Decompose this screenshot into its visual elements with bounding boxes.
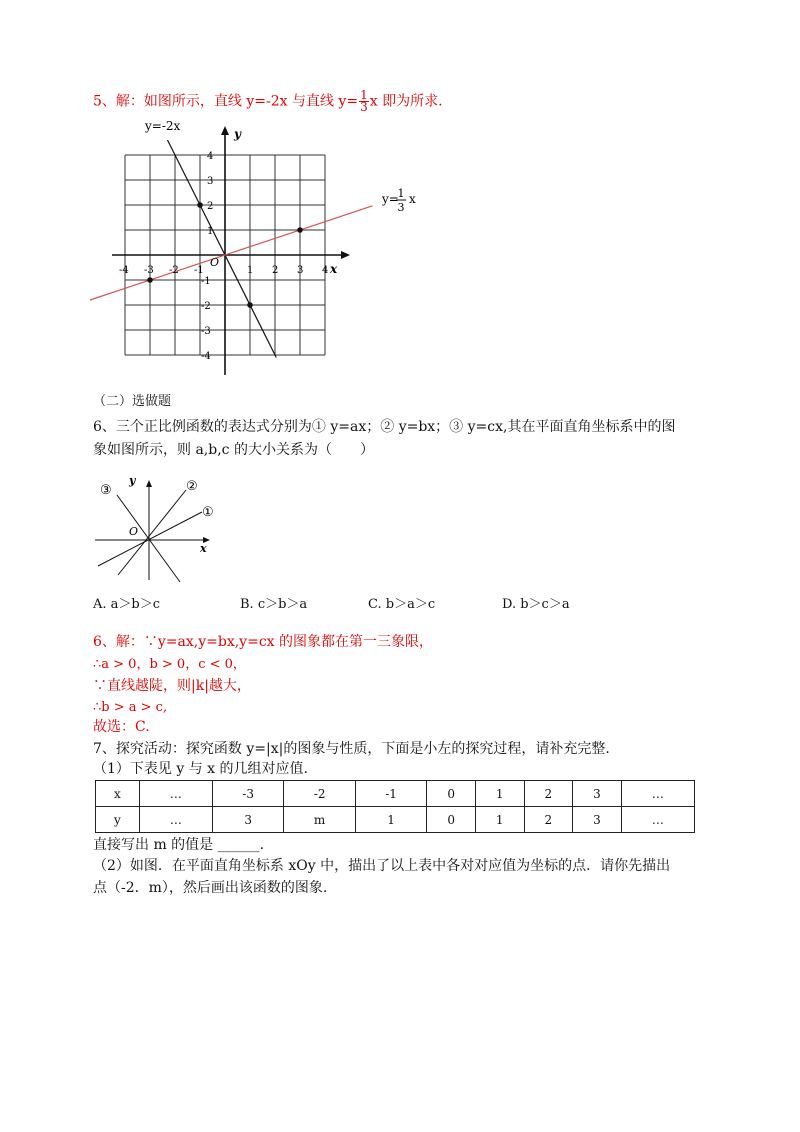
q5-line2-label-prefix: y= (382, 192, 399, 206)
q6-label-3: ③ (100, 483, 112, 498)
q6-y-label: y (129, 474, 136, 487)
table-cell: -2 (284, 781, 355, 807)
y-tick-label: -2 (201, 301, 211, 312)
table-cell: x (96, 781, 140, 807)
line-y-neg2x (168, 140, 277, 358)
q5-lines (90, 140, 373, 358)
q7-line5: 点（-2．m），然后画出该函数的图象. (93, 880, 328, 896)
table-cell: m (284, 807, 355, 833)
table-cell: y (96, 807, 140, 833)
q5-line2-label-suffix: x (409, 192, 416, 206)
table-cell: -3 (212, 781, 283, 807)
q6-graph (90, 470, 220, 585)
q6-label-2: ② (186, 479, 198, 494)
table-cell: 1 (475, 807, 524, 833)
q5-fraction (359, 90, 369, 113)
q5-x-axis-label: x (330, 262, 338, 276)
table-row (96, 807, 695, 833)
data-point (147, 277, 153, 283)
table-cell: 3 (573, 807, 622, 833)
table-row (96, 781, 695, 807)
x-tick-label: -4 (119, 265, 129, 276)
q6-option-b: B. c＞b＞a (240, 597, 308, 612)
q7-line2: （1）下表见 y 与 x 的几组对应值. (93, 761, 308, 777)
q6-option-c: C. b＞a＞c (368, 597, 436, 612)
data-point (247, 302, 253, 308)
table-cell: … (139, 781, 212, 807)
y-tick-label: 2 (207, 201, 214, 212)
table-cell: 1 (355, 807, 426, 833)
x-tick-label: -1 (194, 265, 204, 276)
data-point (197, 202, 203, 208)
q6-stem-line1: 6、三个正比例函数的表达式分别为① y=ax；② y=bx；③ y=cx,其在平面直角坐标系中的图 (93, 419, 676, 435)
q6-line-1 (98, 512, 202, 566)
y-tick-label: -3 (201, 326, 211, 337)
table-cell: 2 (524, 807, 573, 833)
q5-frac-num: 1 (360, 88, 368, 102)
y-tick-label: 3 (207, 176, 214, 187)
x-tick-label: 3 (297, 265, 304, 276)
x-tick-label: 4 (322, 265, 329, 276)
y-tick-label: -4 (201, 351, 211, 362)
table-cell: … (139, 807, 212, 833)
y-axis-arrow (221, 126, 229, 135)
line-y-third-x (90, 206, 373, 300)
q5-answer-suffix: x 即为所求. (369, 93, 443, 110)
q7-line4: （2）如图．在平面直角坐标系 xOy 中，描出了以上表中各对对应值为坐标的点．请你先描出 (93, 858, 671, 874)
q6-solution-2: ∴a > 0，b > 0，c < 0， (93, 657, 246, 672)
y-tick-label: 1 (207, 226, 214, 237)
table-cell: 1 (475, 781, 524, 807)
q5-line2-label-den: 3 (397, 201, 405, 214)
table-cell: … (621, 807, 694, 833)
q7-table (95, 780, 695, 833)
table-cell: 0 (427, 781, 476, 807)
q6-x-label: x (200, 542, 207, 555)
y-tick-label: -1 (201, 276, 211, 287)
q5-grid (112, 126, 350, 375)
table-cell: 2 (524, 781, 573, 807)
x-tick-label: 2 (272, 265, 279, 276)
table-cell: 3 (573, 781, 622, 807)
q6-solution-4: ∴b > a > c, (93, 700, 168, 715)
q5-origin-label: O (210, 256, 220, 269)
q6-stem-line2: 象如图所示，则 a,b,c 的大小关系为（ ） (93, 442, 374, 458)
q6-solution-3: ∵直线越陡，则|k|越大， (93, 678, 251, 694)
x-tick-label: -2 (169, 265, 179, 276)
q5-line1-label: y=-2x (145, 119, 181, 133)
q6-label-1: ① (202, 505, 214, 520)
x-tick-label: -3 (144, 265, 154, 276)
q5-frac-den: 3 (360, 100, 368, 114)
q7-line1: 7、探究活动：探究函数 y=|x|的图象与性质，下面是小左的探究过程，请补充完整. (93, 741, 610, 757)
x-axis-arrow (341, 251, 350, 259)
q6-option-d: D. b＞c＞a (502, 597, 570, 612)
q6-solution-5: 故选：C. (93, 719, 150, 735)
q6-solution-1: 6、解：∵y=ax,y=bx,y=cx 的图象都在第一三象限， (93, 634, 434, 650)
table-cell: 3 (212, 807, 283, 833)
q5-answer-prefix: 5、解：如图所示，直线 y=-2x 与直线 y= (93, 93, 359, 110)
q5-x-ticks (119, 265, 328, 276)
q5-answer (93, 90, 443, 113)
y-tick-label: 4 (207, 151, 214, 162)
table-cell: -1 (355, 781, 426, 807)
q6-origin-label: O (129, 525, 139, 538)
q7-line3: 直接写出 m 的值是 ______. (93, 837, 265, 853)
q5-line2-label-num: 1 (397, 187, 405, 200)
q6-option-a: A. a＞b＞c (93, 597, 161, 612)
table-cell: 0 (427, 807, 476, 833)
q5-graph (85, 112, 445, 382)
data-point (297, 227, 303, 233)
x-tick-label: 1 (247, 265, 254, 276)
section-title: （二）选做题 (93, 394, 172, 409)
q5-y-axis-label: y (234, 127, 241, 141)
table-cell: … (621, 781, 694, 807)
